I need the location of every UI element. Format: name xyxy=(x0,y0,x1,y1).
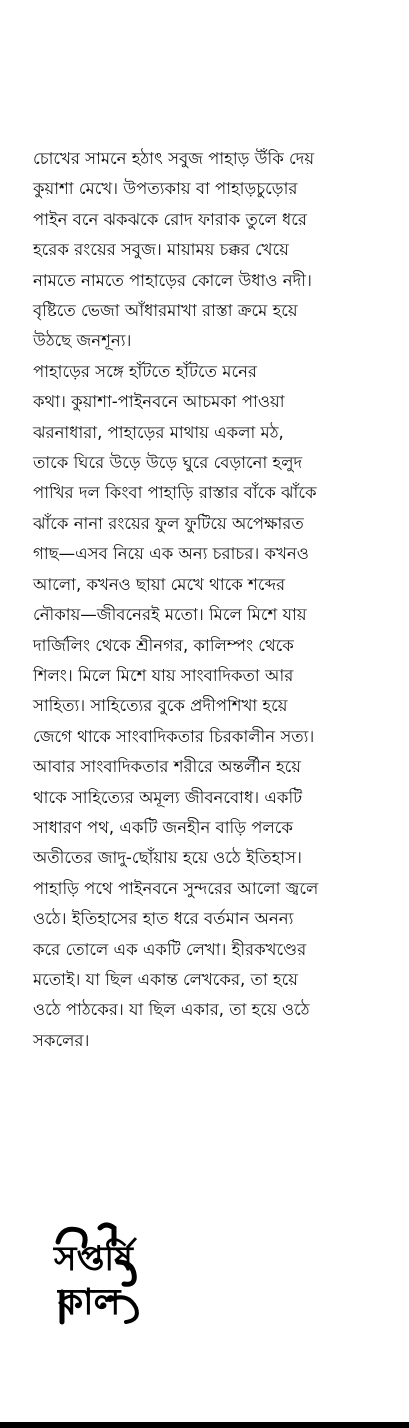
blurb-paragraph-1 xyxy=(33,144,383,357)
text-line: কুয়াশা মেখে। উপত্যকায় বা পাহাড়চুড়োর xyxy=(33,179,298,199)
text-line: শিলং। মিলে মিশে যায় সাংবাদিকতা আর xyxy=(33,665,294,685)
text-line: ঝাঁকে নানা রংয়ের ফুল ফুটিয়ে অপেক্ষারত xyxy=(33,513,304,533)
blurb-text xyxy=(33,144,383,1056)
text-line: সাধারণ পথ, একটি জনহীন বাড়ি পলকে xyxy=(33,817,293,837)
text-line: নৌকায়—জীবনেরই মতো। মিলে মিশে যায় xyxy=(33,605,307,625)
text-line: হরেক রংয়ের সবুজ। মায়াময় চক্কর খেয়ে xyxy=(33,240,289,260)
text-line: পাখির দল কিংবা পাহাড়ি রাস্তার বাঁকে ঝাঁকে xyxy=(33,483,317,503)
publisher-logo xyxy=(48,1222,148,1326)
text-line: পাইন বনে ঝকঝকে রোদ ফারাক তুলে ধরে xyxy=(33,209,307,229)
text-line: থাকে সাহিত্যের অমূল্য জীবনবোধ। একটি xyxy=(33,787,303,807)
text-line: অতীতের জাদু-ছোঁয়ায় হয়ে ওঠে ইতিহাস। xyxy=(33,848,302,868)
text-line: ওঠে পাঠকের। যা ছিল একার, তা হয়ে ওঠে xyxy=(33,1000,310,1020)
text-line: তাকে ঘিরে উড়ে উড়ে ঘুরে বেড়ানো হলুদ xyxy=(33,453,303,473)
text-line: গাছ—এসব নিয়ে এক অন্য চরাচর। কখনও xyxy=(33,544,309,564)
text-line: ওঠে। ইতিহাসের হাত ধরে বর্তমান অনন্য xyxy=(33,909,294,929)
blurb-paragraph-2 xyxy=(33,357,383,1056)
text-line: জেগে থাকে সাংবাদিকতার চিরকালীন সত্য। xyxy=(33,726,315,746)
bottom-border-rule xyxy=(0,1422,409,1428)
text-line: করে তোলে এক একটি লেখা। হীরকখণ্ডের xyxy=(33,939,307,959)
text-line: বৃষ্টিতে ভেজা আঁধারমাখা রাস্তা ক্রমে হয়ে xyxy=(33,301,298,321)
text-line: আবার সাংবাদিকতার শরীরে অন্তর্লীন হয়ে xyxy=(33,757,302,777)
publisher-logo-mark xyxy=(48,1222,148,1326)
text-line: চোখের সামনে হঠাৎ সবুজ পাহাড় উঁকি দেয় xyxy=(33,149,315,168)
text-line: সকলের। xyxy=(33,1030,90,1050)
logo-text-bottom: কাল xyxy=(58,1282,121,1323)
text-line: ঝরনাধারা, পাহাড়ের মাথায় একলা মঠ, xyxy=(33,422,284,442)
text-line: উঠছে জনশূন্য। xyxy=(33,331,132,351)
text-line: কথা। কুয়াশা-পাইনবনে আচমকা পাওয়া xyxy=(33,392,285,412)
text-line: পাহাড়ের সঙ্গে হাঁটতে হাঁটতে মনের xyxy=(33,361,258,381)
text-line: পাহাড়ি পথে পাইনবনে সুন্দরের আলো জ্বলে xyxy=(33,878,319,898)
text-line: সাহিত্য। সাহিত্যের বুকে প্রদীপশিখা হয়ে xyxy=(33,696,288,716)
text-line: আলো, কখনও ছায়া মেখে থাকে শব্দের xyxy=(33,574,286,594)
text-line: নামতে নামতে পাহাড়ের কোলে উধাও নদী। xyxy=(33,270,312,290)
text-line: দার্জিলিং থেকে শ্রীনগর, কালিম্পং থেকে xyxy=(33,635,294,655)
logo-text-top: সপ্তর্ষি xyxy=(54,1239,133,1279)
text-line: মতোই। যা ছিল একান্ত লেখকের, তা হয়ে xyxy=(33,969,298,989)
